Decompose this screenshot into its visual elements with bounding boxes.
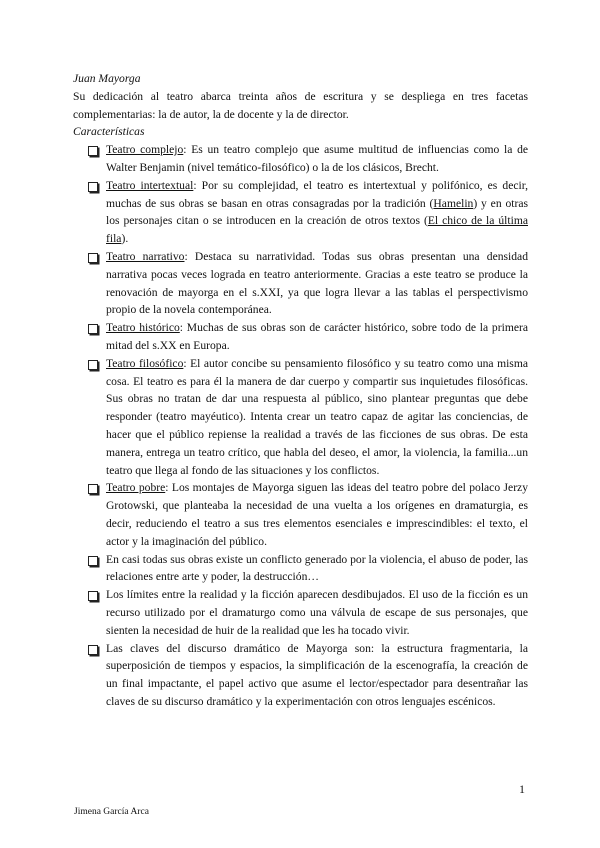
item-term: Teatro pobre: [106, 481, 166, 495]
item-text: En casi todas sus obras existe un conflicto generado por la violencia, el abuso de poder, las relaciones entre arte y poder, la destrucción…: [106, 552, 528, 584]
checkbox-bullet-icon: [88, 146, 98, 156]
item-term: Teatro filosófico: [106, 356, 184, 370]
list-item: [88, 177, 528, 248]
section-subtitle: Características: [73, 125, 145, 139]
footer-author: Jimena García Arca: [74, 807, 149, 817]
list-item: [88, 586, 528, 639]
intro-paragraph: Su dedicación al teatro abarca treinta años de escritura y se despliega en tres facetas complementarias: la de autor, la de docente y la de director.: [73, 89, 528, 121]
list-item: [88, 355, 528, 480]
item-text: : Los montajes de Mayorga siguen las ideas del teatro pobre del polaco Jerzy Grotowski, que planteaba la necesidad de una vuelta a los orígenes en dramaturgia, es decir, reduciendo el teatro a sus tres elementos esenciales e imprescindibles: el texto, el actor y la imaginación del público.: [106, 481, 528, 548]
item-text: Los límites entre la realidad y la ficción aparecen desdibujados. El uso de la ficción es un recurso utilizado por el dramaturgo como una válvula de escape de sus personajes, que sienten la necesidad de huir de la realidad que les ha tocado vivir.: [106, 588, 528, 637]
list-item: [88, 479, 528, 550]
item-text: ).: [121, 232, 129, 246]
list-item: [88, 319, 528, 355]
item-text: : Muchas de sus obras son de carácter histórico, sobre todo de la primera mitad del s.XX en Europa.: [106, 321, 528, 352]
list-item: [88, 248, 528, 319]
document-body: [73, 70, 528, 711]
item-text: ) y en otras los personajes citan o se introducen en la creación de otros textos (: [106, 196, 528, 228]
work-reference-hamelin: Hamelin: [433, 196, 474, 210]
checkbox-bullet-icon: [88, 556, 98, 566]
checkbox-bullet-icon: [88, 253, 98, 263]
checkbox-bullet-icon: [88, 645, 98, 655]
item-text: : Es un teatro complejo que asume multitud de influencias como la de Walter Benjamin (nivel temático-filosófico) o la de los clásicos, Brecht.: [106, 143, 529, 174]
work-reference-chico: El chico de la última fila: [106, 214, 528, 246]
list-item: [88, 141, 528, 177]
document-title: Juan Mayorga: [73, 72, 141, 85]
checkbox-bullet-icon: [88, 324, 98, 334]
item-text: : El autor concibe su pensamiento filosófico y su teatro como una misma cosa. El teatro es para él la manera de dar cuerpo y compartir sus inquietudes filosóficas. Sus obras no tratan de dar una respuesta al público, sino plantear preguntas que debe responder (teatro mayéutico). Intenta crear un teatro capaz de agitar las conciencias, de hacer que el público repiense la realidad a través de las ficciones de sus obras. De esta manera, entrega un teatro crítico, que habla del deseo, el amor, la violencia, la familia...un teatro que llega al fondo de las situaciones y los conflictos.: [106, 356, 528, 477]
checkbox-bullet-icon: [88, 360, 98, 370]
item-term: Teatro narrativo: [106, 249, 185, 263]
item-text: Las claves del discurso dramático de Mayorga son: la estructura fragmentaria, la superposición de tiempos y espacios, la simplificación de la escenografía, la creación de un final impactante, el papel activo que asume el lector/espectador para desentrañar las claves de su discurso dramático y la experimentación con otros lenguajes escénicos.: [106, 641, 528, 708]
list-item: [88, 640, 528, 711]
item-text: : Destaca su narratividad. Todas sus obras presentan una densidad narrativa pocas veces lograda en teatro anteriormente. Gracias a este teatro se produce la renovación de mayorga en el s.XXI, ya que logra llevar a las tablas el perspectivismo propio de la novela contemporánea.: [106, 249, 528, 317]
item-term: Teatro complejo: [106, 143, 184, 157]
item-term: Teatro intertextual: [106, 178, 194, 192]
item-term: Teatro histórico: [106, 321, 180, 335]
item-text: : Por su complejidad, el teatro es intertextual y polifónico, es decir, muchas de sus obras se basan en otras consagradas por la tradición (: [106, 178, 529, 210]
list-item: [88, 551, 528, 587]
page-number: 1: [519, 782, 525, 796]
checkbox-bullet-icon: [88, 484, 98, 494]
characteristics-list: [73, 141, 528, 711]
checkbox-bullet-icon: [88, 182, 98, 192]
checkbox-bullet-icon: [88, 591, 98, 601]
